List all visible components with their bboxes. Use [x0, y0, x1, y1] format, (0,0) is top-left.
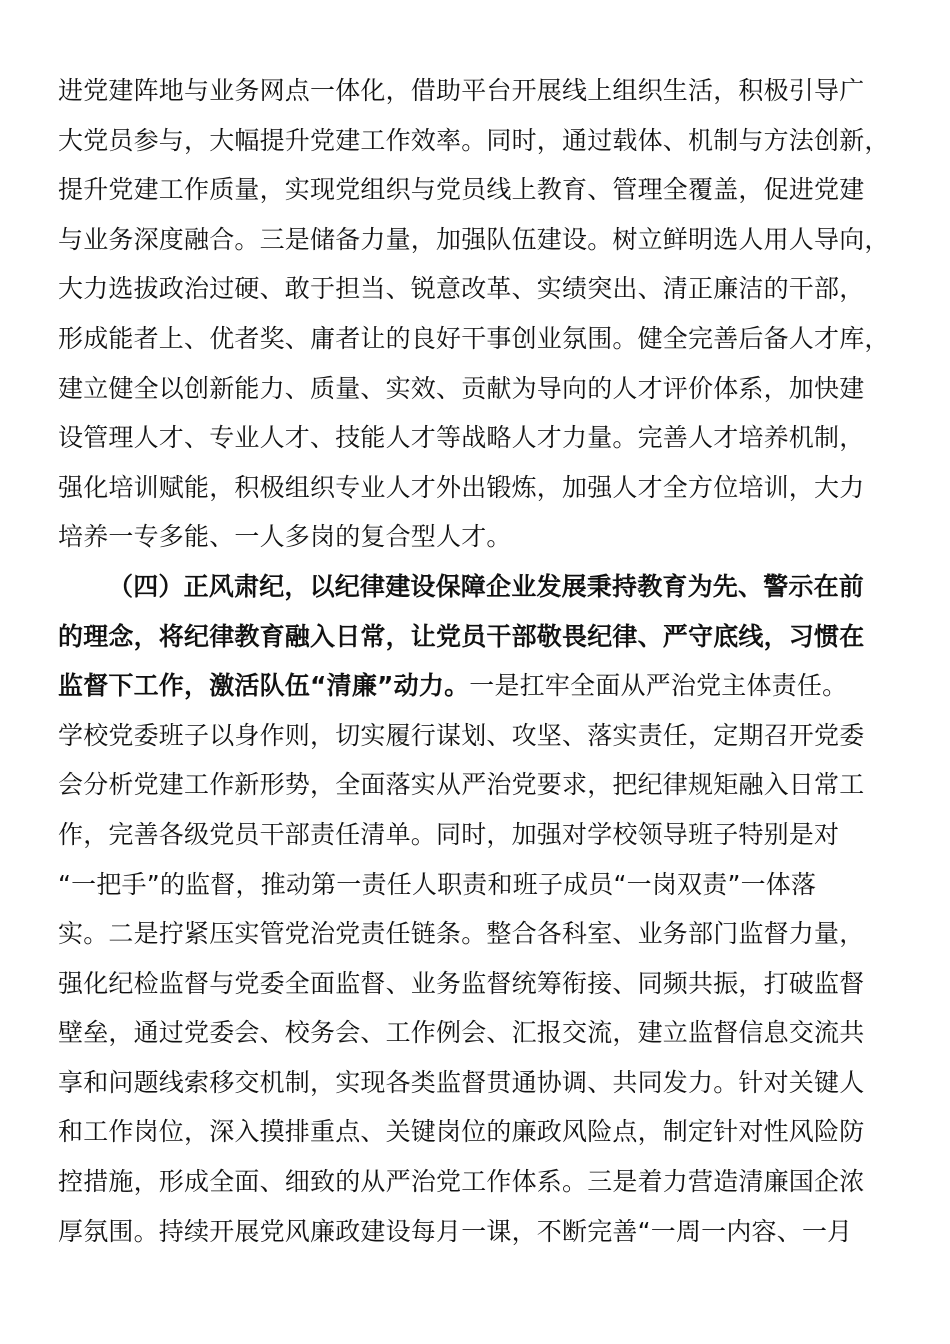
text-line: 大党员参与，大幅提升党建工作效率。同时，通过载体、机制与方法创新，: [58, 125, 890, 155]
text-line: 享和问题线索移交机制，实现各类监督贯通协调、共同发力。针对关键人: [58, 1067, 865, 1097]
text-line: 作，完善各级党员干部责任清单。同时，加强对学校领导班子特别是对: [58, 819, 840, 849]
section-heading-tail: 监督下工作，激活队伍“清廉”动力。: [58, 671, 470, 701]
body-text: [58, 66, 898, 1256]
text-line: 进党建阵地与业务网点一体化，借助平台开展线上组织生活，积极引导广: [58, 76, 865, 105]
text-line: 强化纪检监督与党委全面监督、业务监督统筹衔接、同频共振，打破监督: [58, 968, 865, 998]
text-line: [58, 661, 898, 711]
text-line: 设管理人才、专业人才、技能人才等战略人才力量。完善人才培养机制，: [58, 423, 865, 453]
text-line: 控措施，形成全面、细致的从严治党工作体系。三是着力营造清廉国企浓: [58, 1167, 865, 1197]
text-line: 壁垒，通过党委会、校务会、工作例会、汇报交流，建立监督信息交流共: [58, 1018, 865, 1048]
section-heading-line: （四）正风肃纪，以纪律建设保障企业发展秉持教育为先、警示在前: [108, 571, 865, 601]
text-line: 提升党建工作质量，实现党组织与党员线上教育、管理全覆盖，促进党建: [58, 175, 865, 205]
text-line: 强化培训赋能，积极组织专业人才外出锻炼，加强人才全方位培训，大力: [58, 472, 865, 502]
text-line: 厚氛围。持续开展党风廉政建设每月一课，不断完善“一周一内容、一月: [58, 1216, 853, 1246]
text-line: 培养一专多能、一人多岗的复合型人才。: [58, 522, 512, 552]
text-line: 和工作岗位，深入摸排重点、关键岗位的廉政风险点，制定针对性风险防: [58, 1117, 865, 1147]
text-span: 一是扛牢全面从严治党主体责任。: [469, 671, 848, 701]
text-line: 形成能者上、优者奖、庸者让的良好干事创业氛围。健全完善后备人才库，: [58, 323, 890, 353]
text-line: 实。二是拧紧压实管党治党责任链条。整合各科室、业务部门监督力量，: [58, 919, 865, 949]
text-line: 学校党委班子以身作则，切实履行谋划、攻坚、落实责任，定期召开党委: [58, 720, 865, 750]
section-heading-line: 的理念，将纪律教育融入日常，让党员干部敬畏纪律、严守底线，习惯在: [58, 621, 865, 651]
text-line: 会分析党建工作新形势，全面落实从严治党要求，把纪律规矩融入日常工: [58, 770, 865, 800]
text-line: “一把手”的监督，推动第一责任人职责和班子成员“一岗双责”一体落: [58, 869, 817, 899]
text-line: 与业务深度融合。三是储备力量，加强队伍建设。树立鲜明选人用人导向，: [58, 224, 890, 254]
text-line: 大力选拔政治过硬、敢于担当、锐意改革、实绩突出、清正廉洁的干部，: [58, 274, 865, 304]
text-line: 建立健全以创新能力、质量、实效、贡献为导向的人才评价体系，加快建: [58, 373, 865, 403]
